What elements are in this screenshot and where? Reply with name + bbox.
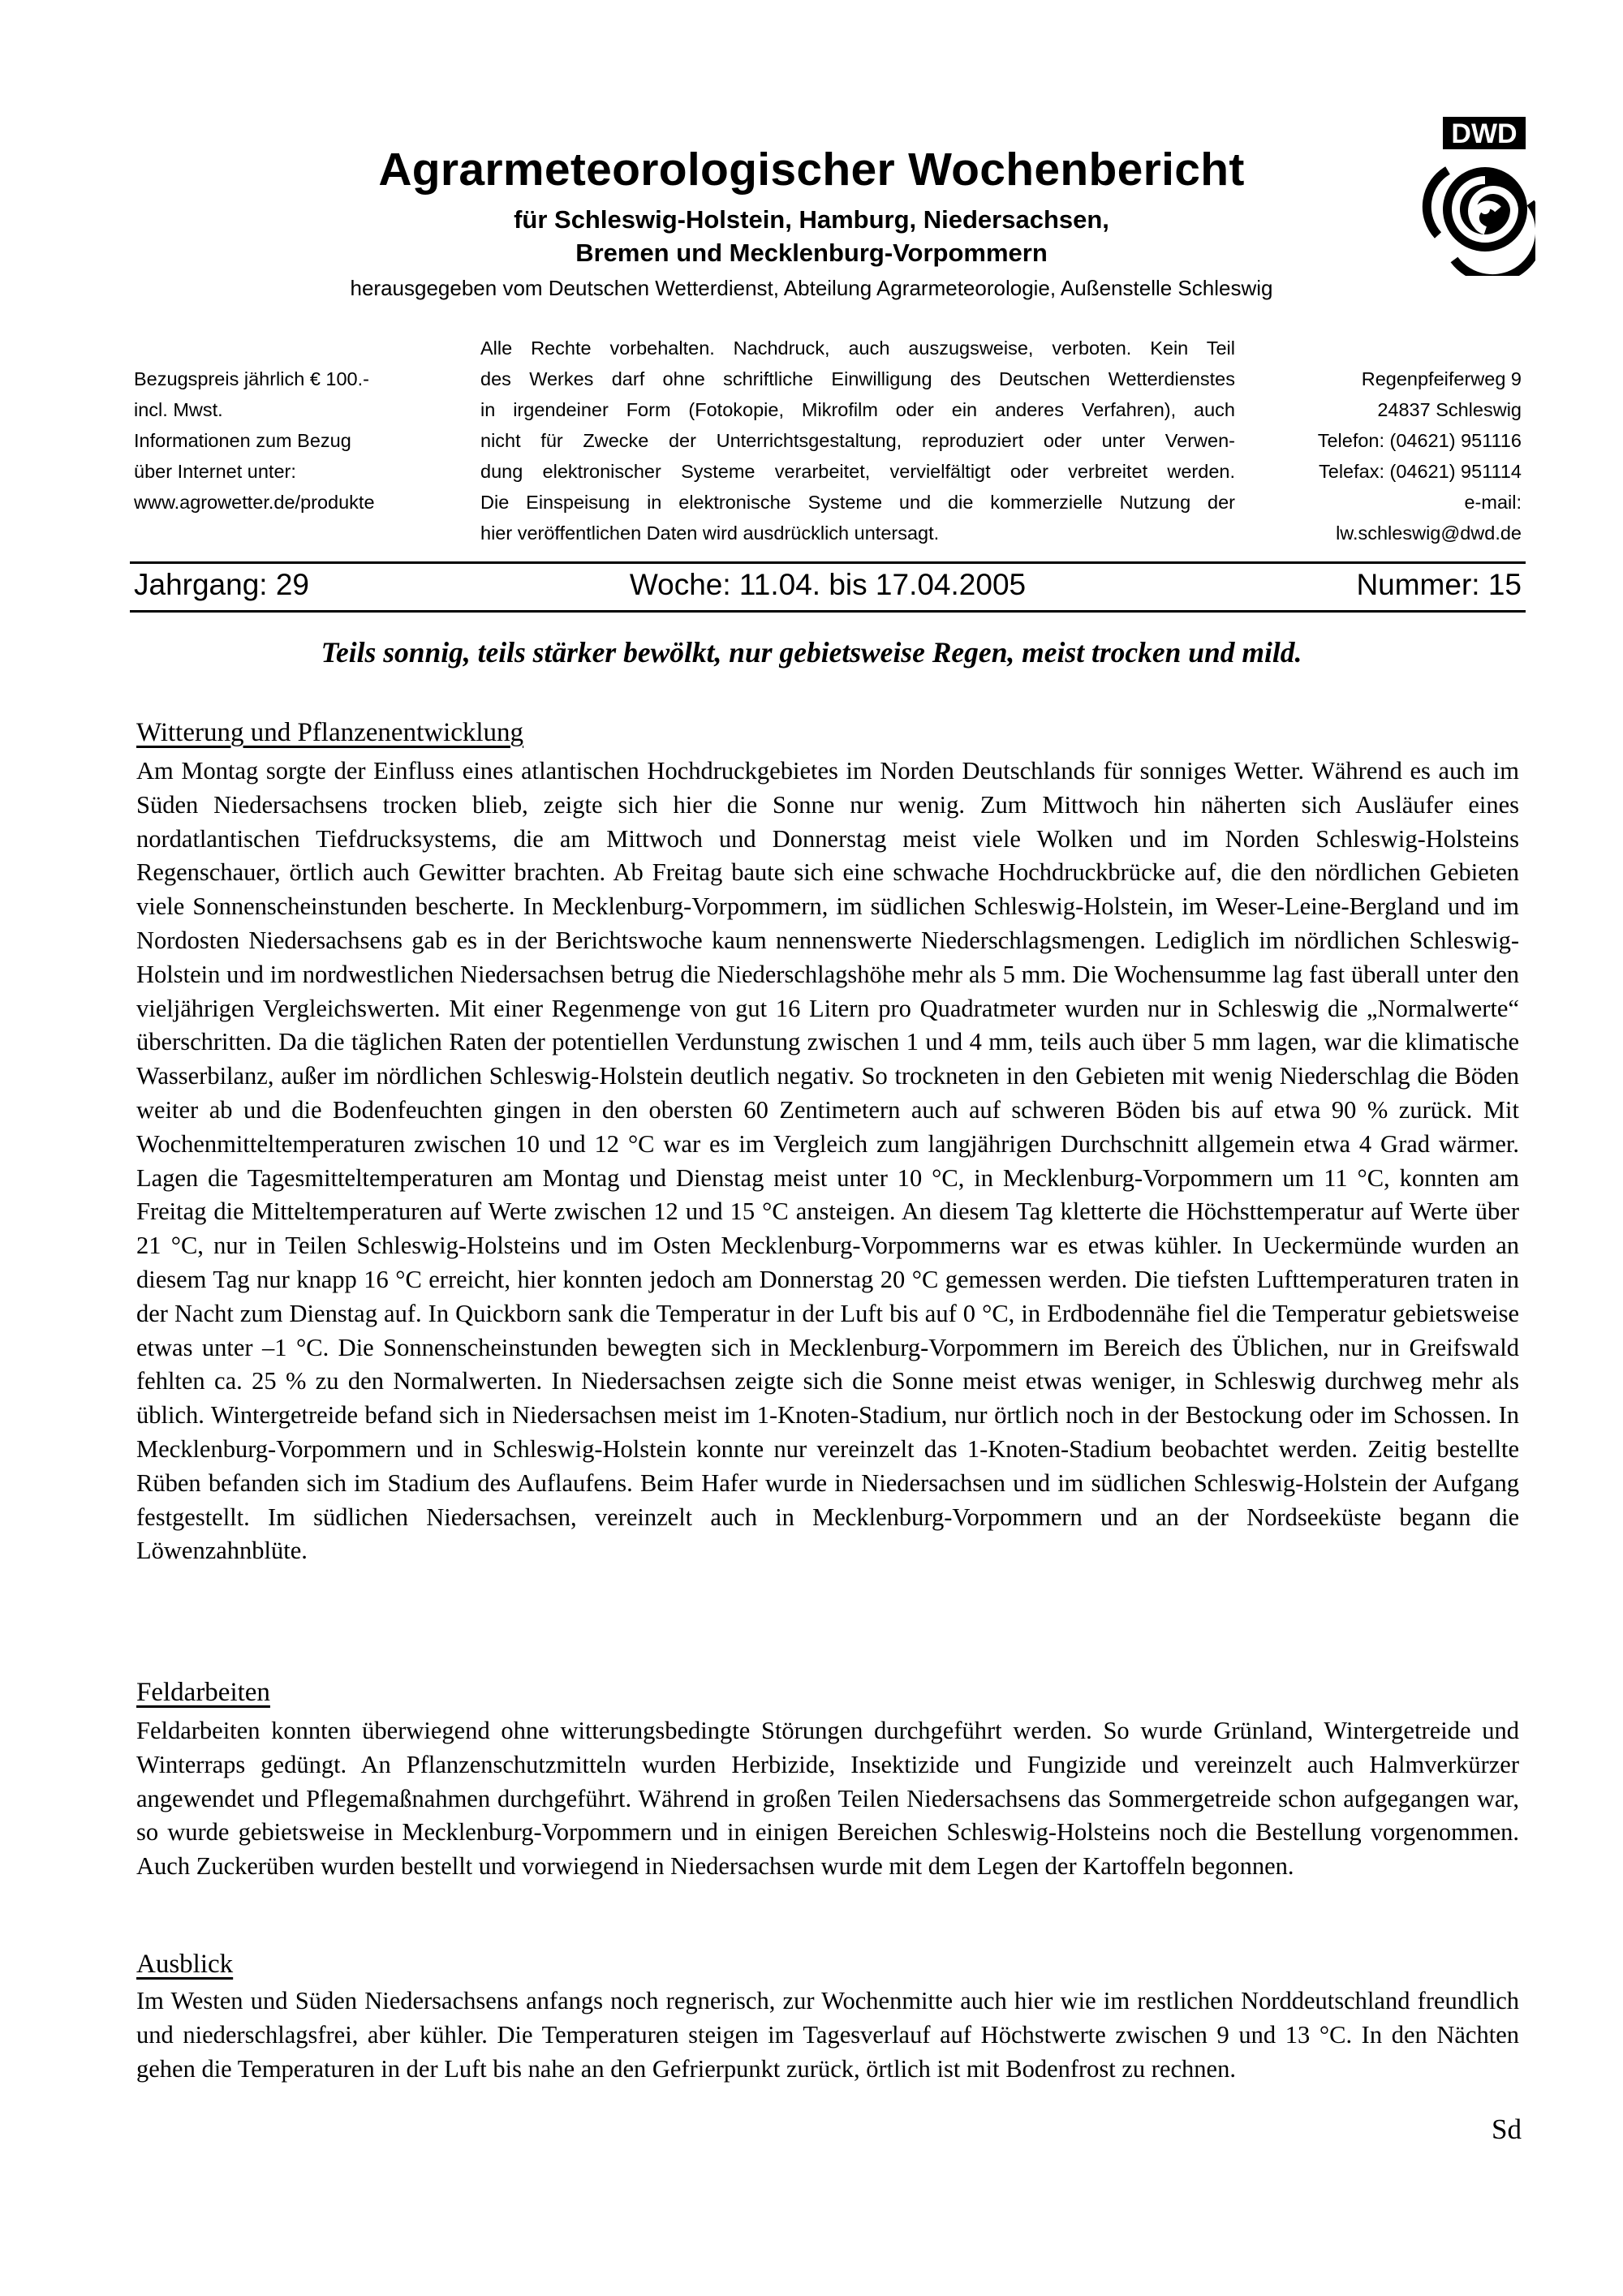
copyright-notice — [480, 333, 1235, 548]
info-left-line: incl. Mwst. — [134, 399, 223, 420]
copyright-line: in irgendeiner Form (Fotokopie, Mikrofilm oder ein anderes Verfahren), auch — [480, 399, 1235, 420]
copyright-line: hier veröffentlichen Daten wird ausdrücklich untersagt. — [480, 522, 940, 544]
report-title: Agrarmeteorologischer Wochenbericht — [378, 144, 1245, 196]
info-left-line: Informationen zum Bezug — [134, 430, 351, 451]
subtitle-line-2: Bremen und Mecklenburg-Vorpommern — [575, 239, 1048, 267]
divider-top — [130, 561, 1526, 564]
contact-info — [1201, 363, 1522, 548]
info-left-line: über Internet unter: — [134, 461, 296, 482]
section-body-fieldwork: Feldarbeiten konnten überwiegend ohne witterungsbedingte Störungen durchgeführt werden. So wurde Grünland, Wintergetreide und Winterraps gedüngt. An Pflanzenschutzmitteln wurden Herbizide, Insektizide und Fungizide und vereinzelt auch Halmverkürzer angewendet und Pflegemaßnahmen durchgeführt. Während in großen Teilen Niedersachsens das Sommergetreide schon aufgegangen war, so wurde gebietsweise in Mecklenburg-Vorpommern und in einigen Bereichen Schleswig-Holsteins noch die Bestellung vorgenommen. Auch Zuckerüben wurden bestellt und vorwiegend in Niedersachsen wurde mit dem Legen der Kartoffeln begonnen. — [136, 1717, 1519, 1881]
email-link[interactable]: lw.schleswig@dwd.de — [1336, 522, 1522, 544]
issue-info-bar — [134, 568, 1522, 608]
website-link[interactable]: www.agrowetter.de/produkte — [134, 492, 375, 513]
copyright-line: Die Einspeisung in elektronische Systeme und die kommerzielle Nutzung der — [480, 492, 1235, 513]
address-city: 24837 Schleswig — [1377, 399, 1522, 420]
section-body-weather: Am Montag sorgte der Einfluss eines atlantischen Hochdruckgebietes im Norden Deutschlands für sonniges Wetter. Während es auch im Süden Niedersachsens trocken blieb, zeigte sich hier die Sonne nur wenig. Zum Mittwoch hin näherten sich Ausläufer eines nordatlantischen Tiefdrucksystems, die am Mittwoch und Donnerstag meist viele Wolken und im Norden Schleswig-Holsteins Regenschauer, örtlich auch Gewitter brachten. Ab Freitag baute sich eine schwache Hochdruckbrücke auf, die den nördlichen Gebieten viele Sonnenscheinstunden bescherte. In Mecklenburg-Vorpommern, im südlichen Schleswig-Holstein, im Weser-Leine-Bergland und im Nordosten Niedersachsens gab es in der Berichtswoche kaum nennenswerte Niederschlagsmengen. Lediglich im nördlichen Schleswig-Holstein und im nordwestlichen Niedersachsen betrug die Niederschlagshöhe mehr als 5 mm. Die Wochensumme lag fast überall unter den vieljährigen Vergleichswerten. Mit einer Regenmenge von gut 16 Litern pro Quadratmeter wurden nur in Schleswig die „Normalwerte“ überschritten. Da die täglichen Raten der potentiellen Verdunstung zwischen 1 und 4 mm, teils auch über 5 mm lagen, war die klimatische Wasserbilanz, außer im nördlichen Schleswig-Holstein deutlich negativ. So trockneten in den Gebieten mit wenig Niederschlag die Böden weiter ab und die Bodenfeuchten gingen in den obersten 60 Zentimetern auch auf schweren Böden bis auf etwa 90 % zurück. Mit Wochenmitteltemperaturen zwischen 10 und 12 °C war es im Vergleich zum langjährigen Durchschnitt allgemein etwa 4 Grad wärmer. Lagen die Tagesmitteltemperaturen am Montag und Dienstag meist unter 10 °C, in Mecklenburg-Vorpommern um 11 °C, konnten am Freitag die Mitteltemperaturen auf Werte zwischen 12 und 15 °C ansteigen. An diesem Tag kletterte die Höchsttemperatur auf Werte über 21 °C, nur in Teilen Schleswig-Holsteins und im Osten Mecklenburg-Vorpommerns war es etwas kühler. In Ueckermünde wurden an diesem Tag nur knapp 16 °C erreicht, hier konnten jedoch am Donnerstag 20 °C gemessen werden. Die tiefsten Lufttemperaturen traten in der Nacht zum Dienstag auf. In Quickborn sank die Temperatur in der Luft bis auf 0 °C, in Erdbodennähe fiel die Temperatur gebietsweise etwas unter –1 °C. Die Sonnenscheinstunden bewegten sich in Mecklenburg-Vorpommern im Bereich des Üblichen, nur in Greifswald fehlten ca. 25 % zu den Normalwerten. In Niedersachsen zeigte sich die Sonne meist etwas weniger, in Schleswig durchweg mehr als üblich. Wintergetreide befand sich in Niedersachsen meist im 1-Knoten-Stadium, nur örtlich noch in der Bestockung oder im Schossen. In Mecklenburg-Vorpommern und in Schleswig-Holstein konnte nur vereinzelt das 1-Knoten-Stadium beobachtet werden. Zeitig bestellte Rüben befanden sich im Stadium des Auflaufens. Beim Hafer wurde in Niedersachsen und im südlichen Schleswig-Holstein der Aufgang festgestellt. Im südlichen Niedersachsen, vereinzelt auch in Mecklenburg-Vorpommern und an der Nordseeküste begann die Löwenzahnblüte. — [136, 757, 1519, 1565]
copyright-line: nicht für Zwecke der Unterrichtsgestaltung, reproduziert oder unter Verwen- — [480, 430, 1235, 451]
copyright-line: Alle Rechte vorbehalten. Nachdruck, auch auszugsweise, verboten. Kein Teil — [480, 338, 1235, 359]
info-left-line: Bezugspreis jährlich € 100.- — [134, 368, 369, 389]
subtitle-line-1: für Schleswig-Holstein, Hamburg, Niedersachsen, — [514, 205, 1109, 234]
weather-headline: Teils sonnig, teils stärker bewölkt, nur gebietsweise Regen, meist trocken und mild. — [321, 636, 1302, 669]
email-label: e-mail: — [1464, 492, 1522, 513]
author-signature: Sd — [1492, 2113, 1522, 2145]
copyright-line: dung elektronischer Systeme verarbeitet, vervielfältigt oder verbreitet werden. — [480, 461, 1235, 482]
section-heading-weather: Witterung und Pflanzenentwicklung — [136, 718, 524, 747]
subscription-info — [134, 363, 442, 518]
dwd-logo-icon — [1389, 114, 1535, 276]
address-street: Regenpfeiferweg 9 — [1361, 368, 1522, 389]
fax-number: Telefax: (04621) 951114 — [1319, 461, 1522, 482]
logo-text: DWD — [1451, 118, 1518, 149]
section-heading-fieldwork: Feldarbeiten — [136, 1678, 270, 1707]
divider-bottom — [130, 610, 1526, 613]
publisher-line: herausgegeben vom Deutschen Wetterdienst, Abteilung Agrarmeteorologie, Außenstelle Schleswig — [350, 276, 1273, 300]
section-heading-outlook: Ausblick — [136, 1950, 234, 1979]
phone-number: Telefon: (04621) 951116 — [1317, 430, 1522, 451]
issue-number: Nummer: 15 — [1356, 568, 1522, 601]
copyright-line: des Werkes darf ohne schriftliche Einwilligung des Deutschen Wetterdienstes — [480, 368, 1235, 389]
issue-week: Woche: 11.04. bis 17.04.2005 — [629, 568, 1027, 601]
issue-volume: Jahrgang: 29 — [134, 568, 310, 601]
section-body-outlook: Im Westen und Süden Niedersachsens anfangs noch regnerisch, zur Wochenmitte auch hier wie im restlichen Norddeutschland freundlich und niederschlagsfrei, aber kühler. Die Temperaturen steigen im Tagesverlauf auf Höchstwerte zwischen 9 und 13 °C. In den Nächten gehen die Temperaturen in der Luft bis nahe an den Gefrierpunkt zurück, örtlich ist mit Bodenfrost zu rechnen. — [136, 1987, 1519, 2083]
report-subtitle — [0, 203, 1623, 269]
